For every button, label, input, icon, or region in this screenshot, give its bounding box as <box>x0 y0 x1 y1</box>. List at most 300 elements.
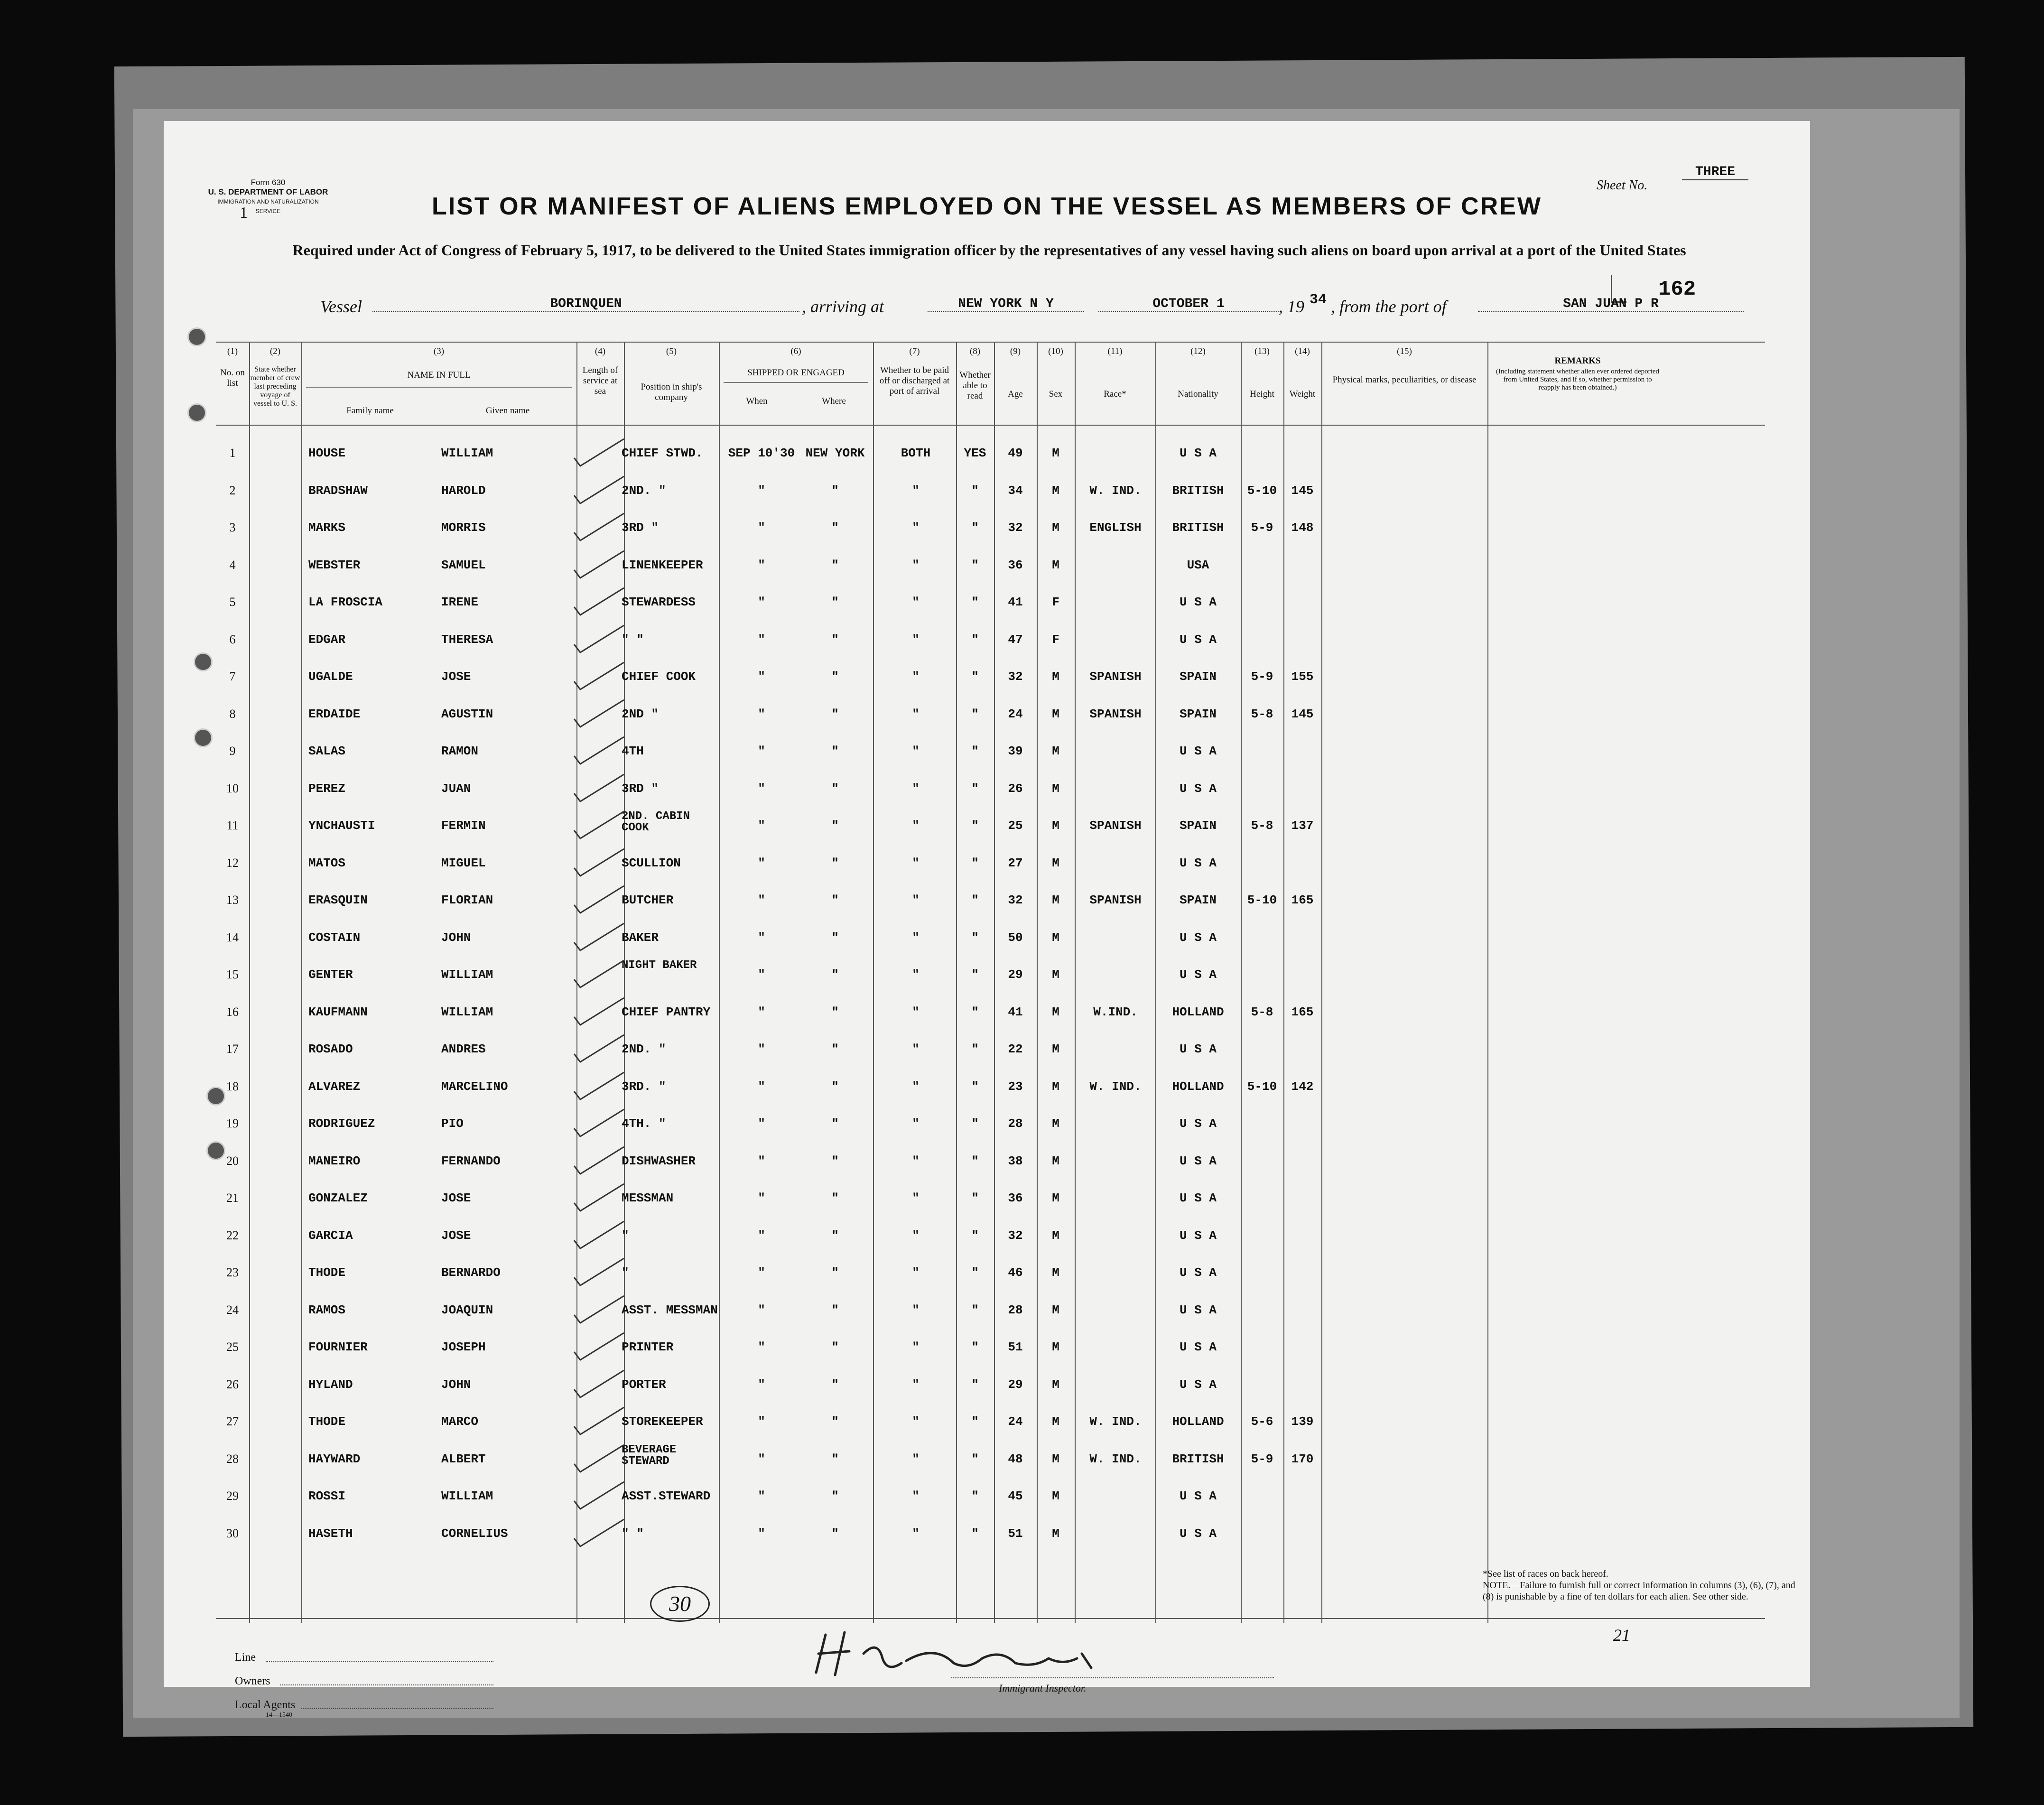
table-row <box>216 1144 1765 1182</box>
cell-where: " <box>831 781 839 796</box>
cell-paid: " <box>912 1079 920 1094</box>
check-mark-icon <box>567 1442 629 1480</box>
cell-given: FERMIN <box>441 819 486 833</box>
cell-nationality: U S A <box>1179 1042 1217 1056</box>
cell-where: " <box>831 670 839 684</box>
cell-when: " <box>758 1005 765 1019</box>
cell-family: ERASQUIN <box>308 893 368 907</box>
arrival-date: OCTOBER 1 <box>1098 297 1279 312</box>
col-head-position: Position in ship's company <box>641 382 702 402</box>
cell-weight: 170 <box>1291 1451 1314 1466</box>
cell-family: SALAS <box>308 744 346 758</box>
cell-position: BUTCHER <box>622 893 674 907</box>
cell-where: " <box>831 1303 839 1317</box>
cell-position: STOREKEEPER <box>622 1414 703 1429</box>
cell-read: " <box>971 1414 979 1429</box>
cell-nationality: BRITISH <box>1172 521 1224 535</box>
cell-sex: M <box>1052 1489 1059 1503</box>
cell-paid: " <box>912 1042 920 1056</box>
table-row <box>216 1070 1765 1107</box>
name-divider <box>306 387 572 388</box>
cell-where: " <box>831 1228 839 1243</box>
from-label: , from the port of <box>1331 297 1447 316</box>
col-number: (4) <box>595 346 606 356</box>
cell-position: 2ND. CABIN COOK <box>622 810 690 834</box>
arriving-label: , arriving at <box>802 297 884 316</box>
cell-position: NIGHT BAKER <box>622 959 697 972</box>
cell-paid: " <box>912 1489 920 1503</box>
cell-read: " <box>971 1377 979 1392</box>
cell-sex: M <box>1052 558 1059 572</box>
cell-family: HAYWARD <box>308 1451 361 1466</box>
cell-family: THODE <box>308 1265 346 1280</box>
cell-sex: M <box>1052 968 1059 982</box>
cell-where: " <box>831 1042 839 1056</box>
cell-when: " <box>758 781 765 796</box>
cell-read: " <box>971 1303 979 1317</box>
table-row <box>216 1368 1765 1405</box>
cell-height: 5-8 <box>1251 1005 1273 1019</box>
cell-family: ROSSI <box>308 1489 346 1503</box>
service-name: IMMIGRATION AND NATURALIZATION SERVICE <box>217 198 319 214</box>
col-number: (8) <box>969 346 981 356</box>
cell-where: " <box>831 558 839 572</box>
cell-age: 51 <box>1008 1340 1023 1354</box>
cell-when: " <box>758 856 765 870</box>
cell-read: " <box>971 819 979 833</box>
cell-nationality: SPAIN <box>1179 670 1217 684</box>
check-mark-icon <box>567 1182 629 1219</box>
cell-sex: M <box>1052 521 1059 535</box>
cell-sex: M <box>1052 1005 1059 1019</box>
cell-where: " <box>831 744 839 758</box>
page-mark: 21 <box>1613 1626 1630 1645</box>
table-row <box>216 921 1765 958</box>
cell-age: 29 <box>1008 1377 1023 1392</box>
check-mark-icon <box>567 1405 629 1443</box>
cell-no: 26 <box>226 1377 239 1391</box>
col-head-service-length: Length of service at sea <box>582 365 618 396</box>
cell-given: JOSE <box>441 670 471 684</box>
table-row <box>216 1479 1765 1517</box>
col-head-number: No. on list <box>220 368 245 388</box>
cell-height: 5-8 <box>1251 707 1273 721</box>
cell-when: " <box>758 1191 765 1205</box>
col-head-remarks: REMARKS <box>1554 356 1601 366</box>
cell-when: " <box>758 1154 765 1168</box>
table-row <box>216 847 1765 884</box>
cell-age: 41 <box>1008 1005 1023 1019</box>
cell-position: PORTER <box>622 1377 666 1392</box>
cell-nationality: U S A <box>1179 1116 1217 1131</box>
cell-paid: " <box>912 595 920 609</box>
cell-position: CHIEF STWD. <box>622 446 703 460</box>
cell-sex: M <box>1052 1265 1059 1280</box>
check-mark-icon <box>567 549 629 586</box>
table-row <box>216 586 1765 623</box>
cell-sex: M <box>1052 446 1059 460</box>
cell-position: " " <box>622 1526 644 1541</box>
check-mark-icon <box>567 623 629 661</box>
cell-where: " <box>831 1414 839 1429</box>
cell-position: MESSMAN <box>622 1191 674 1205</box>
col-head-given-name: Given name <box>485 406 530 416</box>
cell-given: MARCO <box>441 1414 479 1429</box>
cell-paid: " <box>912 1340 920 1354</box>
cell-given: MIGUEL <box>441 856 486 870</box>
cell-age: 28 <box>1008 1303 1023 1317</box>
cell-where: " <box>831 1005 839 1019</box>
cell-read: " <box>971 1116 979 1131</box>
year-prefix: , 19 <box>1279 297 1304 316</box>
cell-position: ASST.STEWARD <box>622 1489 711 1503</box>
check-mark-icon <box>567 1330 629 1368</box>
cell-where: " <box>831 1526 839 1541</box>
cell-given: WILLIAM <box>441 1005 493 1019</box>
cell-given: IRENE <box>441 595 479 609</box>
cell-paid: BOTH <box>901 446 931 460</box>
col-head-paid-off: Whether to be paid off or discharged at port of arrival <box>879 365 950 396</box>
table-row <box>216 884 1765 921</box>
cell-when: " <box>758 707 765 721</box>
cell-no: 6 <box>229 632 236 646</box>
check-mark-icon <box>567 474 629 512</box>
cell-no: 5 <box>229 595 236 609</box>
cell-position: CHIEF PANTRY <box>622 1005 711 1019</box>
cell-read: YES <box>964 446 986 460</box>
cell-where: " <box>831 1340 839 1354</box>
cell-age: 32 <box>1008 1228 1023 1243</box>
cell-family: KAUFMANN <box>308 1005 368 1019</box>
cell-sex: M <box>1052 819 1059 833</box>
cell-no: 19 <box>226 1116 239 1130</box>
cell-paid: " <box>912 632 920 647</box>
cell-read: " <box>971 744 979 758</box>
table-row <box>216 660 1765 697</box>
cell-position: 3RD " <box>622 781 659 796</box>
cell-read: " <box>971 781 979 796</box>
cell-height: 5-10 <box>1247 1079 1277 1094</box>
cell-position: " <box>622 1265 629 1280</box>
cell-where: " <box>831 1191 839 1205</box>
cell-nationality: SPAIN <box>1179 707 1217 721</box>
cell-weight: 145 <box>1291 483 1314 498</box>
check-mark-icon <box>567 996 629 1033</box>
cell-family: UGALDE <box>308 670 353 684</box>
form-reference: 14—1540 <box>266 1712 292 1719</box>
col-number: (7) <box>909 346 920 356</box>
check-mark-icon <box>567 511 629 549</box>
check-mark-icon <box>567 586 629 623</box>
department-name: U. S. DEPARTMENT OF LABOR <box>208 187 328 196</box>
cell-weight: 148 <box>1291 521 1314 535</box>
cell-family: BRADSHAW <box>308 483 368 498</box>
cell-no: 22 <box>226 1228 239 1242</box>
cell-height: 5-8 <box>1251 819 1273 833</box>
binder-hole <box>206 1141 225 1160</box>
col-number: (1) <box>227 346 238 356</box>
check-mark-icon <box>567 1033 629 1070</box>
cell-nationality: U S A <box>1179 1154 1217 1168</box>
cell-sex: F <box>1052 632 1059 647</box>
cell-family: GENTER <box>308 968 353 982</box>
arrival-port: NEW YORK N Y <box>928 297 1084 312</box>
cell-age: 27 <box>1008 856 1023 870</box>
cell-read: " <box>971 856 979 870</box>
cell-no: 9 <box>229 744 236 758</box>
cell-given: JOSE <box>441 1228 471 1243</box>
cell-family: HASETH <box>308 1526 353 1541</box>
cell-when: " <box>758 483 765 498</box>
cell-given: RAMON <box>441 744 479 758</box>
circled-total: 30 <box>650 1586 710 1622</box>
year-suffix: 34 <box>1310 292 1327 308</box>
check-mark-icon <box>567 1517 629 1555</box>
cell-no: 14 <box>226 930 239 944</box>
cell-nationality: U S A <box>1179 446 1217 460</box>
cell-position: 2ND. " <box>622 1042 666 1056</box>
cell-given: WILLIAM <box>441 968 493 982</box>
race-note: *See list of races on back hereof. <box>1483 1569 1608 1579</box>
binder-hole <box>194 652 213 671</box>
cell-sex: M <box>1052 1451 1059 1466</box>
cell-where: " <box>831 1489 839 1503</box>
cell-sex: M <box>1052 856 1059 870</box>
cell-read: " <box>971 1340 979 1354</box>
cell-age: 22 <box>1008 1042 1023 1056</box>
cell-age: 34 <box>1008 483 1023 498</box>
cell-given: JOHN <box>441 1377 471 1392</box>
col-head-when: When <box>746 396 768 406</box>
cell-where: " <box>831 893 839 907</box>
cell-nationality: U S A <box>1179 1228 1217 1243</box>
col-number: (15) <box>1397 346 1412 356</box>
owners-field <box>280 1684 493 1685</box>
col-number: (9) <box>1010 346 1021 356</box>
cell-read: " <box>971 558 979 572</box>
col-number: (11) <box>1107 346 1123 356</box>
cell-race: W.IND. <box>1093 1005 1138 1019</box>
cell-position: 3RD. " <box>622 1079 666 1094</box>
check-mark-icon <box>567 884 629 921</box>
line-label: Line <box>235 1651 256 1664</box>
header-bottom-rule <box>216 425 1765 426</box>
cell-age: 29 <box>1008 968 1023 982</box>
col-head-remarks-note: (Including statement whether alien ever ordered deported from United States, and if so, whether permission to reapply has been obtained.) <box>1496 368 1660 391</box>
cell-sex: M <box>1052 1154 1059 1168</box>
col-head-previous-voyage: State whether member of crew last preceding voyage of vessel to U. S. <box>250 365 300 408</box>
cell-family: COSTAIN <box>308 930 361 945</box>
cell-nationality: HOLLAND <box>1172 1005 1224 1019</box>
cell-read: " <box>971 595 979 609</box>
cell-family: PEREZ <box>308 781 346 796</box>
cell-no: 29 <box>226 1489 239 1503</box>
cell-race: SPANISH <box>1089 670 1142 684</box>
cell-no: 10 <box>226 781 239 795</box>
cell-sex: M <box>1052 670 1059 684</box>
cell-read: " <box>971 893 979 907</box>
cell-where: " <box>831 1154 839 1168</box>
cell-when: " <box>758 521 765 535</box>
check-mark-icon <box>567 437 629 475</box>
cell-no: 24 <box>226 1303 239 1317</box>
sheet-number: THREE <box>1682 165 1748 180</box>
check-mark-icon <box>567 1219 629 1257</box>
cell-weight: 137 <box>1291 819 1314 833</box>
cell-when: " <box>758 930 765 945</box>
cell-age: 32 <box>1008 521 1023 535</box>
page-subtitle: Required under Act of Congress of February 5, 1917, to be delivered to the United States immigration officer by the representatives of any vessel having such aliens on board upon arrival at a port of the United States <box>292 242 1686 259</box>
cell-sex: M <box>1052 1303 1059 1317</box>
col-number: (3) <box>433 346 445 356</box>
col-head-sex: Sex <box>1049 389 1063 399</box>
cell-read: " <box>971 1005 979 1019</box>
col-head-where: Where <box>822 396 846 406</box>
cell-family: LA FROSCIA <box>308 595 383 609</box>
cell-age: 23 <box>1008 1079 1023 1094</box>
cell-position: BEVERAGE STEWARD <box>622 1443 677 1468</box>
cell-when: " <box>758 1116 765 1131</box>
cell-age: 36 <box>1008 558 1023 572</box>
cell-age: 36 <box>1008 1191 1023 1205</box>
cell-family: MARKS <box>308 521 346 535</box>
check-mark-icon <box>567 660 629 698</box>
cell-where: " <box>831 1265 839 1280</box>
cell-nationality: BRITISH <box>1172 483 1224 498</box>
table-row <box>216 1517 1765 1554</box>
cell-sex: M <box>1052 1191 1059 1205</box>
cell-where: NEW YORK <box>805 446 865 460</box>
cell-read: " <box>971 1042 979 1056</box>
corner-mark: 1 <box>240 204 248 222</box>
owners-label: Owners <box>235 1675 270 1687</box>
cell-where: " <box>831 521 839 535</box>
agents-field <box>301 1708 493 1709</box>
col-head-age: Age <box>1008 389 1023 399</box>
cell-paid: " <box>912 1303 920 1317</box>
cell-position: " " <box>622 632 644 647</box>
cell-position: 3RD " <box>622 521 659 535</box>
cell-when: " <box>758 1489 765 1503</box>
check-mark-icon <box>567 1479 629 1517</box>
cell-height: 5-10 <box>1247 893 1277 907</box>
cell-race: SPANISH <box>1089 819 1142 833</box>
cell-race: SPANISH <box>1089 707 1142 721</box>
cell-nationality: U S A <box>1179 1265 1217 1280</box>
manifest-page <box>164 121 1810 1719</box>
cell-no: 18 <box>226 1079 239 1093</box>
cell-sex: M <box>1052 1116 1059 1131</box>
table-row <box>216 958 1765 995</box>
cell-no: 2 <box>229 483 236 497</box>
cell-no: 13 <box>226 893 239 907</box>
col-head-nationality: Nationality <box>1178 389 1218 399</box>
table-row <box>216 1293 1765 1330</box>
cell-given: MARCELINO <box>441 1079 508 1094</box>
cell-read: " <box>971 1526 979 1541</box>
table-row <box>216 772 1765 809</box>
cell-where: " <box>831 856 839 870</box>
cell-position: STEWARDESS <box>622 595 696 609</box>
cell-age: 50 <box>1008 930 1023 945</box>
vessel-name: BORINQUEN <box>372 297 799 312</box>
cell-no: 25 <box>226 1340 239 1354</box>
cell-family: YNCHAUSTI <box>308 819 375 833</box>
inspector-signature <box>811 1625 1143 1682</box>
cell-family: EDGAR <box>308 632 346 647</box>
cell-paid: " <box>912 856 920 870</box>
cell-sex: M <box>1052 781 1059 796</box>
cell-sex: M <box>1052 930 1059 945</box>
cell-no: 11 <box>226 819 239 832</box>
cell-when: " <box>758 1303 765 1317</box>
cell-paid: " <box>912 819 920 833</box>
cell-where: " <box>831 1377 839 1392</box>
cell-height: 5-10 <box>1247 483 1277 498</box>
cell-sex: M <box>1052 707 1059 721</box>
cell-where: " <box>831 1116 839 1131</box>
check-mark-icon <box>567 1293 629 1331</box>
check-mark-icon <box>567 1144 629 1182</box>
cell-family: MATOS <box>308 856 346 870</box>
cell-when: " <box>758 1377 765 1392</box>
cell-nationality: HOLLAND <box>1172 1079 1224 1094</box>
cell-age: 38 <box>1008 1154 1023 1168</box>
cell-position: DISHWASHER <box>622 1154 696 1168</box>
cell-height: 5-9 <box>1251 1451 1273 1466</box>
cell-age: 48 <box>1008 1451 1023 1466</box>
cell-nationality: U S A <box>1179 856 1217 870</box>
cell-when: " <box>758 1414 765 1429</box>
cell-when: " <box>758 595 765 609</box>
cell-read: " <box>971 930 979 945</box>
cell-paid: " <box>912 483 920 498</box>
cell-age: 32 <box>1008 893 1023 907</box>
cell-when: " <box>758 1526 765 1541</box>
cell-when: " <box>758 819 765 833</box>
cell-paid: " <box>912 744 920 758</box>
cell-sex: M <box>1052 483 1059 498</box>
cell-no: 20 <box>226 1154 239 1168</box>
cell-weight: 145 <box>1291 707 1314 721</box>
cell-weight: 165 <box>1291 893 1314 907</box>
cell-sex: M <box>1052 1526 1059 1541</box>
check-mark-icon <box>567 1107 629 1145</box>
table-row <box>216 996 1765 1033</box>
signature-line <box>951 1677 1274 1678</box>
cell-no: 16 <box>226 1005 239 1019</box>
binder-hole <box>194 728 213 747</box>
cell-age: 24 <box>1008 1414 1023 1429</box>
check-mark-icon <box>567 921 629 959</box>
col-head-physical-marks: Physical marks, peculiarities, or disease <box>1332 375 1477 385</box>
cell-paid: " <box>912 968 920 982</box>
cell-read: " <box>971 670 979 684</box>
cell-given: JOAQUIN <box>441 1303 493 1317</box>
sheet-label: Sheet No. <box>1597 178 1648 193</box>
cell-race: ENGLISH <box>1089 521 1142 535</box>
cell-paid: " <box>912 1526 920 1541</box>
table-bottom-rule <box>216 1618 1765 1619</box>
check-mark-icon <box>567 847 629 884</box>
cell-given: ANDRES <box>441 1042 486 1056</box>
cell-family: HOUSE <box>308 446 346 460</box>
cell-read: " <box>971 707 979 721</box>
cell-race: W. IND. <box>1089 483 1142 498</box>
cell-position: SCULLION <box>622 856 681 870</box>
cell-given: AGUSTIN <box>441 707 493 721</box>
table-row <box>216 474 1765 511</box>
